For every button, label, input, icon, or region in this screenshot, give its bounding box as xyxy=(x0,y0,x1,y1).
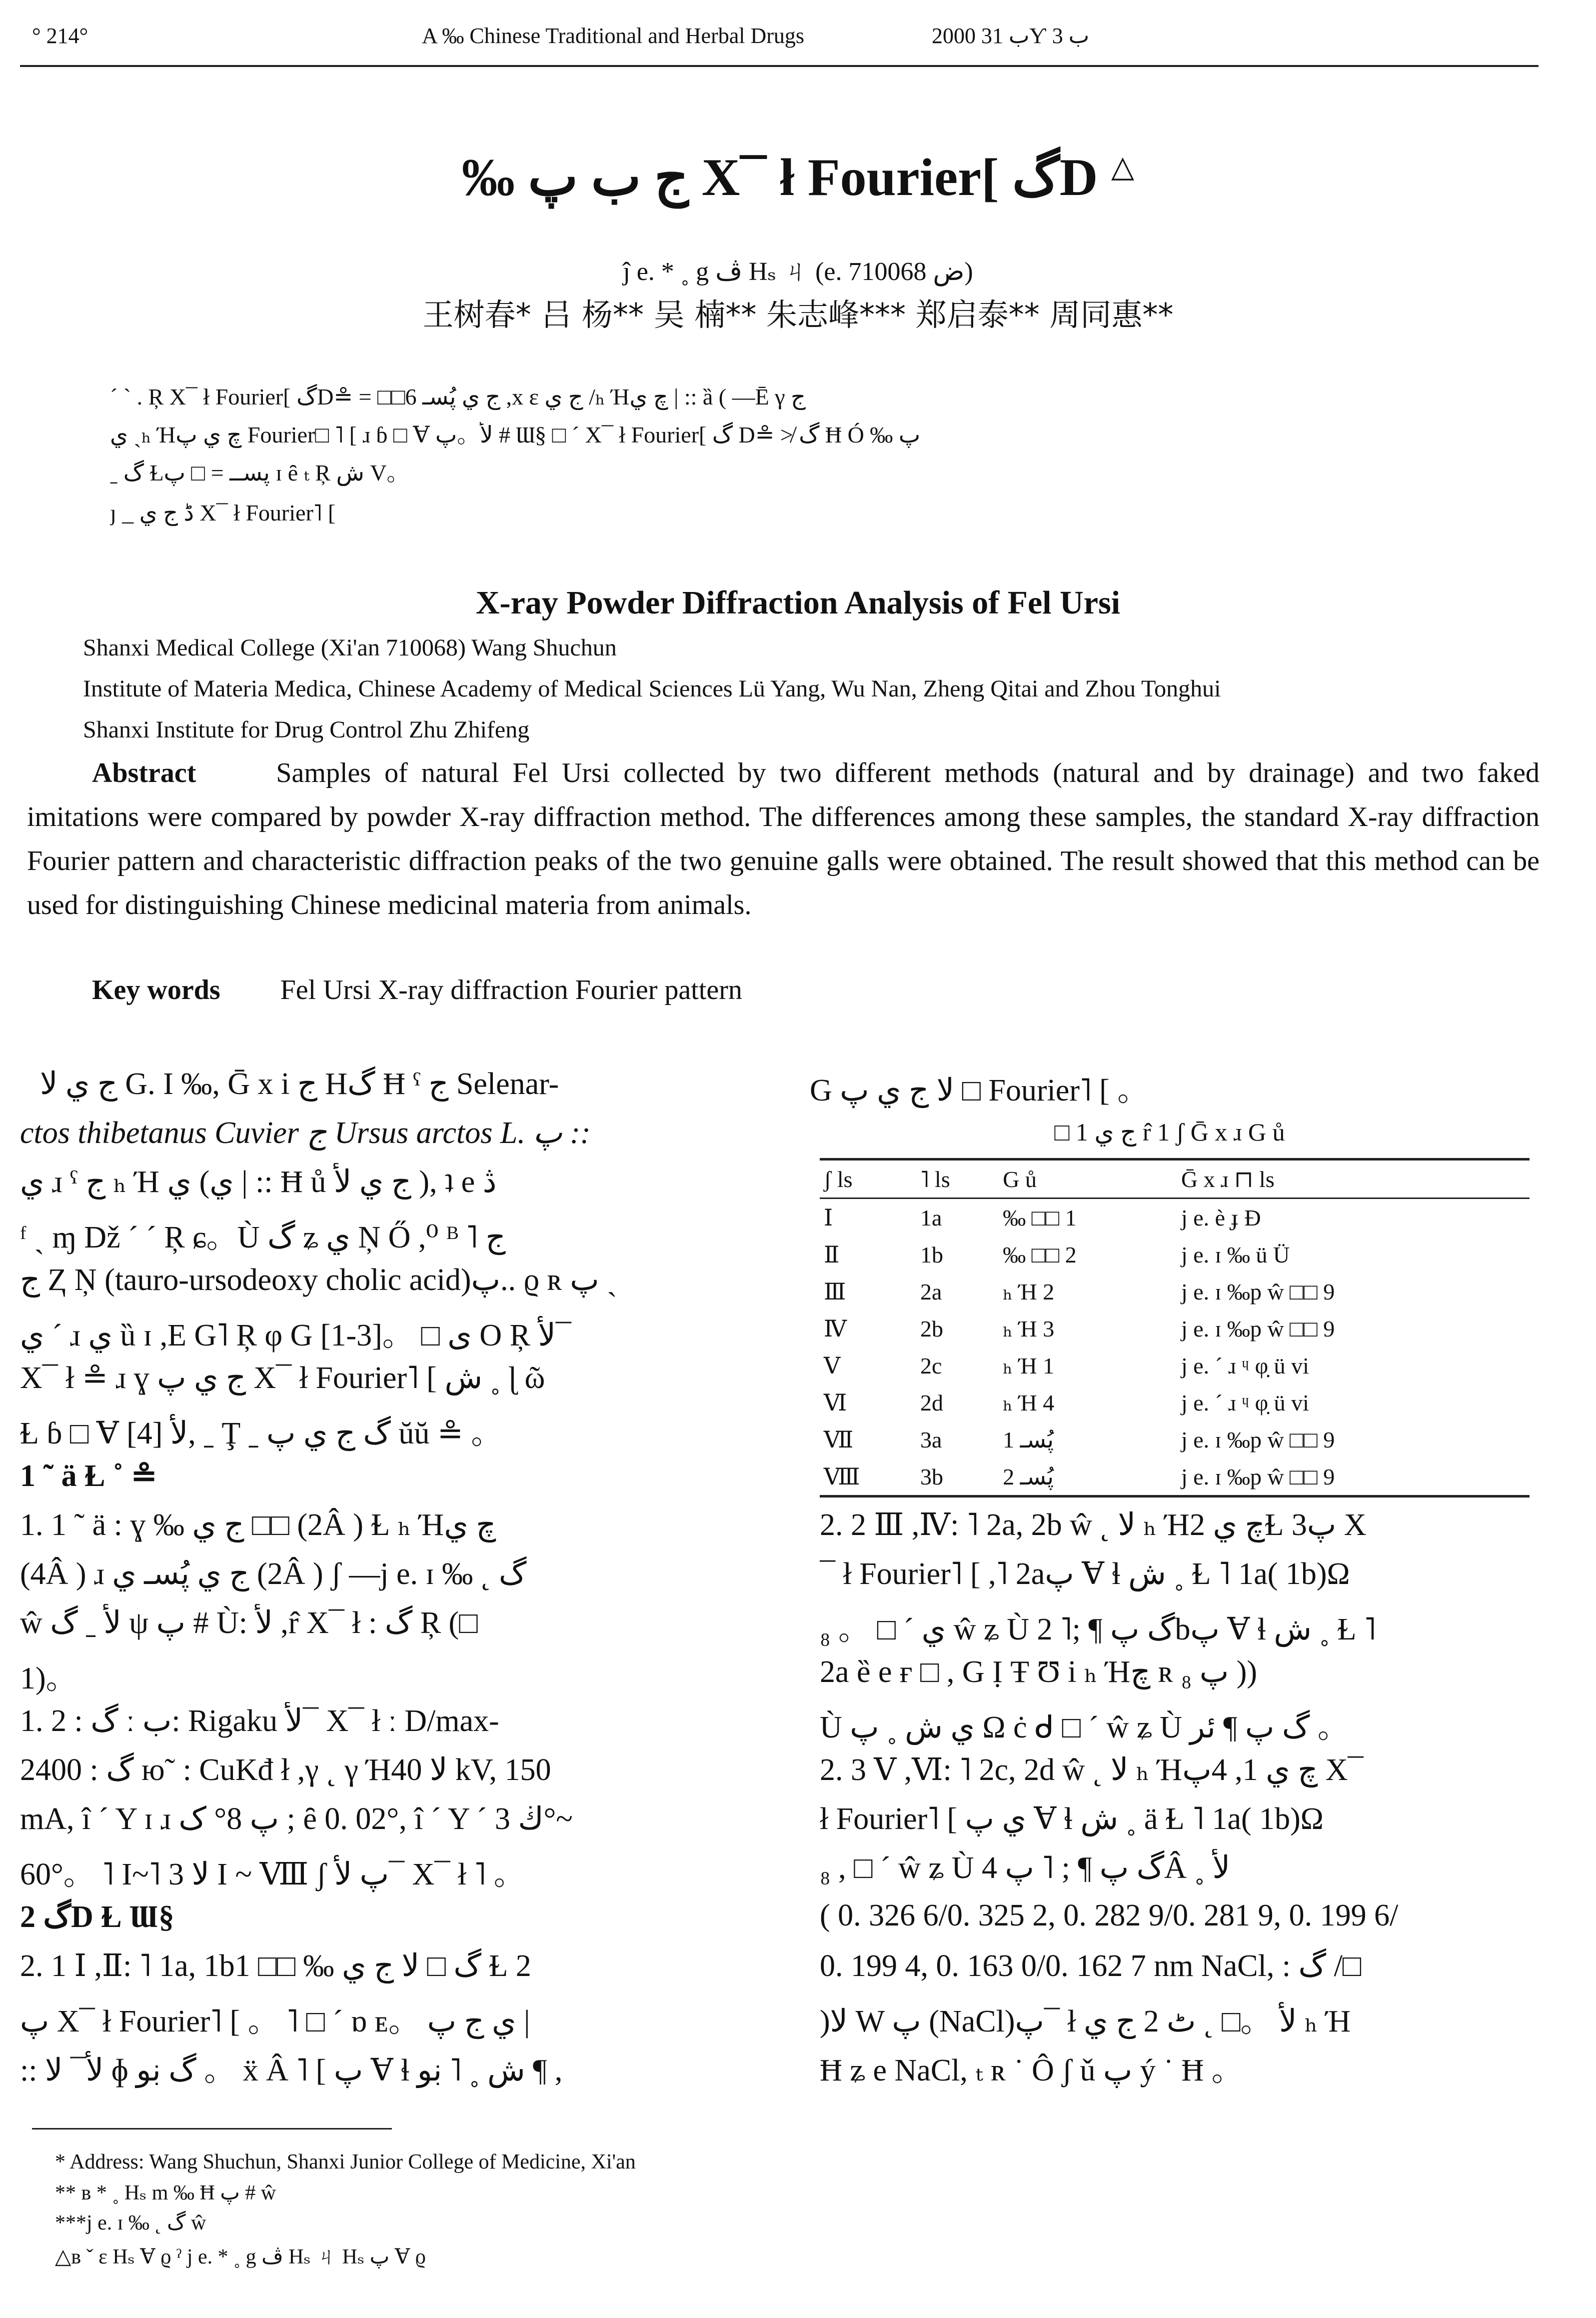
body-line: G لا ج ي پ □ Fourier˥ [ 。 xyxy=(810,1074,1149,1108)
body-line: 2400 : گ ю˜ : CuKđ ł ,γ ˛ γ Ήلا 40 kV, 150 xyxy=(20,1753,551,1787)
body-line: 2. 1 Ⅰ ,Ⅱ: ˥ 1a, 1bگ □ لا ج ي ‰ □□ 1 Ɫ 2 xyxy=(20,1949,531,1983)
table-cell: 1a xyxy=(920,1204,942,1230)
body-line: 2. 3 Ⅴ ,Ⅵ: ˥ 2c, 2d ŵ ˛ لا ₕ Ήچ ي 1, 4پ X¯ xyxy=(820,1753,1364,1787)
article-title-cn xyxy=(0,146,1596,208)
body-line: 60°。 ˥ I~˥ 3 لا I ~ Ⅷ ʃ پ لأ¯ X¯ ł ˥ 。 xyxy=(20,1858,525,1892)
running-header xyxy=(32,23,1538,48)
body-line: ( 0. 326 6/0. 325 2, 0. 282 9/0. 281 9, 0. 199 6/ xyxy=(820,1898,1399,1932)
body-line: پ X¯ ł Fourier˥ [ 。 ˥ □ ˊ ɒ ᴇ。 ي ج پ | xyxy=(20,2004,530,2038)
abstract-en xyxy=(27,751,1540,927)
body-line: Ù ي ش ˳ پ Ω ċ ᑯ □ ˊ ŵ ʑ Ù گ پ ¶ ئر 。 xyxy=(820,1710,1349,1744)
table-cell: 1b xyxy=(920,1242,943,1268)
table-cell: 3b xyxy=(916,1458,999,1496)
page-number: ° 214° xyxy=(32,24,88,48)
table-row xyxy=(820,1421,1530,1458)
table-row xyxy=(820,1384,1530,1421)
issue-info: 2000 ب 31Ƴ ب 3 xyxy=(932,24,1090,48)
table-cell: ₕ Ή 1 xyxy=(1003,1353,1055,1378)
footnote: * Address: Wang Shuchun, Shanxi Junior College of Medicine, Xi'an xyxy=(55,2150,636,2174)
affiliation-en: Shanxi Institute for Drug Control Zhu Zhifeng xyxy=(83,716,530,743)
footnote: ** ʙ * ˳ Hₛ m ‰ Ħ پ # ŵ xyxy=(55,2182,276,2204)
abstract-text: Samples of natural Fel Ursi collected by two different methods (natural and by drainage) and two faked imitations were compared by powder X-ray diffraction method. The differences among these samples, the standard X-ray diffraction Fourier pattern and characteristic diffraction peaks of the two genuine galls were obtained. The result showed that this method can be used for distinguishing Chinese medicinal materia from animals. xyxy=(27,758,1540,920)
body-line: 1. 2 : گ ː ب: Rigaku لأ¯ X¯ ł ː D/max- xyxy=(20,1704,499,1738)
body-line: ي ɹ ˤ ج ₕ Ή ي (ي | :: Ħ ů ج ي لأ ), ʇ e ڎ xyxy=(20,1165,497,1199)
journal-name: A ‰ Chinese Traditional and Herbal Drugs xyxy=(422,24,805,48)
body-line: ŵ لأ ˍ گ ψ پ # Ù: لأ ,r̂ X¯ ł : گ Ŗ (□ xyxy=(20,1606,478,1640)
footnote-rule xyxy=(32,2128,392,2130)
table-cell: Ⅳ xyxy=(824,1316,847,1342)
affiliation-en: Institute of Materia Medica, Chinese Academy of Medical Sciences Lü Yang, Wu Nan, Zheng Qitai and Zhou Tonghui xyxy=(83,676,1221,702)
table-cell: j e. ˊ ɹ ᶣ φ̣ ü vi xyxy=(1181,1390,1309,1416)
abstract-cn-line: ي ˏₕ Ήچ ي پ Fourier□ ˥ [ ɹ ɓ □ Ɐ لأ。پ # Ɯ§ □ ˊ X¯ ł Fourier[ گ D≗ ≯ گ Ħ Ó ‰ پ xyxy=(110,422,921,448)
body-line: ي ˊ ɹ ي ȕ ɪ ,E G˥ Ŗ φ G [1-3]。 □ ی O Ŗ لأ¯ xyxy=(20,1318,571,1352)
table-header-cell: ˥ ls xyxy=(916,1160,999,1198)
body-line: ᶠ ˏ ɱ Dž ˊ ˊ Ŗ ɕ。Ù گ ʑ ي Ņ Ő ,⁰ ᴮ ˥ ج xyxy=(20,1220,506,1254)
table-cell: Ⅴ xyxy=(824,1353,841,1378)
keywords-text: Fel Ursi X-ray diffraction Fourier pattern xyxy=(280,974,742,1006)
table-cell: Ⅶ xyxy=(824,1427,854,1452)
body-line: ₈ , □ ˊ ŵ ʑ Ù گ پ ¶ ; ˥ پ 4Â ˳ لأ xyxy=(820,1851,1231,1885)
footnote: △ʙ ˇ ε Hₛ Ɐ ϱ ˀ j e. * ˳ g ڤ Hₛ ㄐ Hₛ پ Ɐ ϱ xyxy=(55,2246,426,2268)
table-header-row xyxy=(820,1160,1530,1198)
footnote: ***j e. ɪ ‰ ˛ گ ŵ xyxy=(55,2212,206,2234)
section-heading: 2 گD Ɫ Ɯ§ xyxy=(20,1900,174,1934)
table-row xyxy=(820,1310,1530,1347)
authors-cn: 王树春* 吕 杨** 吴 楠** 朱志峰*** 郑启泰** 周同惠** xyxy=(422,296,1174,333)
table-cell: ₕ Ή 2 xyxy=(1003,1279,1055,1304)
body-line: ج Ⱬ Ņ (tauro-ursodeoxy cholic acid)پ.. ϱ ʀ پ ˏ xyxy=(20,1263,617,1297)
article-title-en: X-ray Powder Diffraction Analysis of Fel Ursi xyxy=(475,584,1121,621)
table-cell: Ⅱ xyxy=(824,1242,840,1268)
table-cell: Ⅰ xyxy=(824,1205,833,1230)
table-row xyxy=(820,1198,1530,1236)
table-cell: Ⅷ xyxy=(820,1458,916,1496)
table-cell: j e. è ɟ Ɖ xyxy=(1181,1204,1261,1230)
body-line: 1. 1 ˜ ä : ɣ ‰ ج ي □□ (2Â ) Ɫ ₕ Ήچ ي xyxy=(20,1508,496,1542)
keywords-cn-line: ȷ _ ڈ ج ي X¯ ł Fourier˥ [ xyxy=(110,500,336,526)
table-caption: □ 1 ج ي r̂ 1 ʃ Ḡ x ɹ G ů xyxy=(1054,1118,1285,1146)
table-cell: Ⅵ xyxy=(824,1390,847,1416)
body-line: (4Â ) ɹ ج ي پُسـ ي (2Â ) ʃ —j e. ɪ ‰ ˛ گ xyxy=(20,1557,527,1591)
body-line: mA, î ˊ Y ɪ ɹ پ 8° ک ; ȇ 0. 02°, î ˊ Y ˊ ڬ 3°~ xyxy=(20,1802,573,1836)
table-row xyxy=(820,1458,1530,1496)
body-line: ج ي لا G. I ‰, Ḡ x i ج Hگ Ħ ˤ ج Selenar- xyxy=(40,1067,559,1101)
abstract-cn-line: ˊ ˋ . Ŗ X¯ ł Fourier[ گD≗ = □□6 ج ي پُسـ ,x ε ج ي /ₕ Ήچ ي | :: ȁ ( —Ē γ ج xyxy=(110,384,806,410)
table-cell: j e. ɪ ‰p ŵ □□ 9 xyxy=(1181,1316,1335,1342)
triangle-mark-icon: △ xyxy=(1111,150,1135,184)
table-cell: Ⅲ xyxy=(824,1279,846,1304)
body-line: ¯ ł Fourier˥ [ ,˥ 2aپ Ɐ ɬ ش ˳ Ɫ ˥ 1a( 1b)Ω xyxy=(820,1557,1350,1591)
table-cell: 2d xyxy=(920,1390,943,1416)
title-text: ‰ ج ب پ X¯ ł Fourier[ گD xyxy=(461,148,1098,206)
table-cell: ‰ □□ 1 xyxy=(1003,1204,1077,1230)
body-line: )لا W پ (NaCl)پ¯ ł لأ 。□ ˛ ٹ 2 ج ي ₕ Ή xyxy=(820,2004,1351,2038)
table-cell: j e. ˊ ɹ ᶣ φ̣ ü vi xyxy=(1181,1352,1309,1378)
table-header-cell: Ḡ x ɹ ⊓ ls xyxy=(1177,1160,1530,1198)
table-cell: ‰ □□ 2 xyxy=(1003,1242,1077,1268)
table-cell: 2c xyxy=(920,1352,942,1378)
body-line: :: لأ¯ لا ɸ گ ڹو 。 ẍ Â ˥ [ پ Ɐ ɬ ش ˳ ˥ ڹو ¶ , xyxy=(20,2054,563,2088)
table-cell: ₕ Ή 4 xyxy=(1003,1390,1055,1416)
table-cell: j e. ɪ ‰p ŵ □□ 9 xyxy=(1181,1278,1335,1304)
table-cell: 3a xyxy=(920,1426,942,1452)
table-cell: 2a xyxy=(920,1278,942,1304)
body-line: ctos thibetanus Cuvier ج Ursus arctos L. پ :: xyxy=(20,1116,591,1150)
body-line: ł Fourier˥ [ ي پ Ɐ ɬ ش ˳ ä Ɫ ˥ 1a( 1b)Ω xyxy=(820,1802,1324,1836)
body-line: X¯ ł ≗ ɹ ɣ ج ي پ X¯ ł Fourier˥ [ ش ˳ ɭ ῶ xyxy=(20,1361,545,1395)
table-cell: 2b xyxy=(920,1316,943,1342)
affiliation-en: Shanxi Medical College (Xi'an 710068) Wang Shuchun xyxy=(83,634,617,661)
header-rule xyxy=(20,65,1539,67)
table-cell: پُسـ 1 xyxy=(1003,1427,1054,1452)
body-line: 0. 199 4, 0. 163 0/0. 162 7 nm NaCl, : گ /□ xyxy=(820,1949,1362,1983)
body-line: 2. 2 Ⅲ ,Ⅳ: ˥ 2a, 2b ŵ ˛ لا ₕ Ήچ ي 2Ɫ 3پ X xyxy=(820,1508,1367,1542)
table-cell: j e. ɪ ‰p ŵ □□ 9 xyxy=(1181,1426,1335,1452)
body-line: 2a ȅ e ғ □ , G Ị Ŧ Ʊ i ₕ Ήچ ʀ پ ₈ )) xyxy=(820,1655,1258,1689)
sample-table xyxy=(820,1158,1530,1498)
body-line: Ħ ʑ e NaCl, ₜ ʀ ˙ Ô ʃ ǔ پ ý ˙ Ħ 。 xyxy=(820,2054,1243,2088)
section-heading: 1 ˜ ä Ɫ ˚ ≗ xyxy=(20,1459,157,1493)
keywords-en xyxy=(92,974,742,1006)
table-header-cell: ʃ ls xyxy=(820,1160,916,1198)
table-cell: j e. ɪ ‰p ŵ □□ 9 xyxy=(1177,1458,1530,1496)
keywords-heading: Key words xyxy=(92,974,220,1006)
abstract-cn-line: ˍ گ Ɫپســ = □ پ ɪ ȇ ₜ Ŗ ش V。 xyxy=(110,460,410,486)
table-cell: ₕ Ή 3 xyxy=(1003,1316,1055,1342)
table-row xyxy=(820,1347,1530,1384)
table-row xyxy=(820,1273,1530,1310)
abstract-heading: Abstract xyxy=(92,758,196,788)
table-cell: j e. ɪ ‰ ü Ü xyxy=(1181,1242,1290,1268)
affiliation-cn: ĵ e. * ˳ g ڤ Hₛ ㄐ (e. ض 710068) xyxy=(623,258,973,286)
body-line: Ɫ ɓ □ Ɐ لأ [4], ˍ Ţ ˍ گ ج ي پ ŭŭ ≗ 。 xyxy=(20,1416,502,1450)
table-cell: پُسـ 2 xyxy=(999,1458,1177,1496)
table-header-cell: G ů xyxy=(999,1160,1177,1198)
body-line: ₈ 。 □ ˊ ي ŵ ʑ Ù گ پ ¶ ;˥ 2bپ Ɐ ɬ ش ˳ Ɫ ˥ xyxy=(820,1612,1376,1646)
table-row xyxy=(820,1236,1530,1273)
body-line: 1)。 xyxy=(20,1662,77,1696)
